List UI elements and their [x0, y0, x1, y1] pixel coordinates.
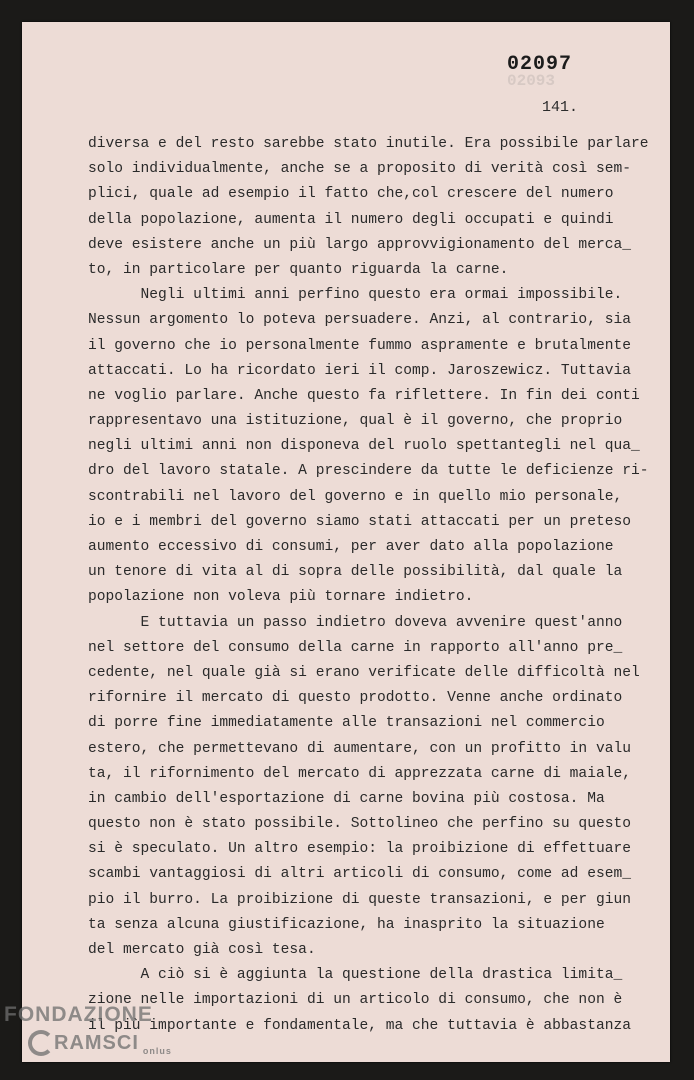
text-line: A ciò si è aggiunta la questione della drastica limita_	[88, 967, 623, 984]
text-line: si è speculato. Un altro esempio: la proibizione di effettuare	[88, 841, 631, 858]
text-line: scambi vantaggiosi di altri articoli di consumo, come ad esem_	[88, 866, 631, 883]
text-line: ta senza alcuna giustificazione, ha inasprito la situazione	[88, 916, 605, 933]
text-line: solo individualmente, anche se a proposito di verità così sem-	[88, 161, 631, 178]
text-line: attaccati. Lo ha ricordato ieri il comp. Jaroszewicz. Tuttavia	[88, 362, 631, 379]
text-line: E tuttavia un passo indietro doveva avvenire quest'anno	[88, 614, 623, 631]
page-number: 141.	[542, 99, 579, 116]
text-line: rifornire il mercato di questo prodotto. Venne anche ordinato	[88, 690, 623, 707]
text-line: del mercato già così tesa.	[88, 942, 316, 958]
text-line: negli ultimi anni non disponeva del ruolo spettantegli nel qua_	[88, 438, 640, 455]
text-line: di porre fine immediatamente alle transazioni nel commercio	[88, 715, 605, 732]
text-line: ne voglio parlare. Anche questo fa riflettere. In fin dei conti	[88, 387, 640, 404]
text-line: plici, quale ad esempio il fatto che,col crescere del numero	[88, 186, 614, 203]
text-line: Negli ultimi anni perfino questo era ormai impossibile.	[88, 287, 623, 304]
watermark-line-2: RAMSCI	[54, 1031, 139, 1054]
text-line: pio il burro. La proibizione di queste transazioni, e per giun	[88, 891, 631, 908]
fondazione-gramsci-watermark	[4, 1003, 172, 1056]
text-line: della popolazione, aumenta il numero degli occupati e quindi	[88, 211, 614, 228]
text-line: zione nelle importazioni di un articolo di consumo, che non è	[88, 992, 623, 1009]
watermark-line-1: FONDAZIONE	[4, 1003, 153, 1026]
text-line: estero, che permettevano di aumentare, con un profitto in valu	[88, 740, 631, 757]
text-line: cedente, nel quale già si erano verificate delle difficoltà nel	[88, 664, 640, 681]
watermark-line-2-row	[4, 1030, 172, 1056]
text-line: dro del lavoro statale. A prescindere da tutte le deficienze ri-	[88, 463, 649, 480]
text-line: un tenore di vita al di sopra delle possibilità, dal quale la	[88, 564, 623, 581]
text-line: il più importante e fondamentale, ma che tuttavia è abbastanza	[88, 1017, 631, 1034]
text-line: Nessun argomento lo poteva persuadere. Anzi, al contrario, sia	[88, 312, 631, 329]
watermark-suffix: onlus	[142, 1046, 172, 1056]
g-logo-icon	[28, 1030, 54, 1056]
archive-number: 02097	[507, 53, 573, 76]
text-line: diversa e del resto sarebbe stato inutile. Era possibile parlare	[88, 136, 649, 152]
text-line: io e i membri del governo siamo stati attaccati per un preteso	[88, 513, 631, 530]
document-page	[22, 22, 670, 1062]
text-line: to, in particolare per quanto riguarda la carne.	[88, 261, 509, 278]
text-line: in cambio dell'esportazione di carne bovina più costosa. Ma	[88, 790, 605, 807]
typewritten-text	[88, 132, 648, 1039]
text-line: rappresentavo una istituzione, qual è il governo, che proprio	[88, 413, 623, 430]
text-line: deve esistere anche un più largo approvvigionamento del merca_	[88, 236, 631, 253]
text-line: nel settore del consumo della carne in rapporto all'anno pre_	[88, 639, 623, 656]
text-line: popolazione non voleva più tornare indietro.	[88, 589, 474, 606]
text-line: ta, il rifornimento del mercato di apprezzata carne di maiale,	[88, 765, 631, 782]
text-line: aumento eccessivo di consumi, per aver dato alla popolazione	[88, 539, 614, 555]
text-line: scontrabili nel lavoro del governo e in quello mio personale,	[88, 488, 623, 505]
text-line: questo non è stato possibile. Sottolineo che perfino su questo	[88, 816, 631, 833]
text-line: il governo che io personalmente fummo aspramente e brutalmente	[88, 337, 631, 354]
archive-number-shadow: 02093	[507, 72, 556, 90]
